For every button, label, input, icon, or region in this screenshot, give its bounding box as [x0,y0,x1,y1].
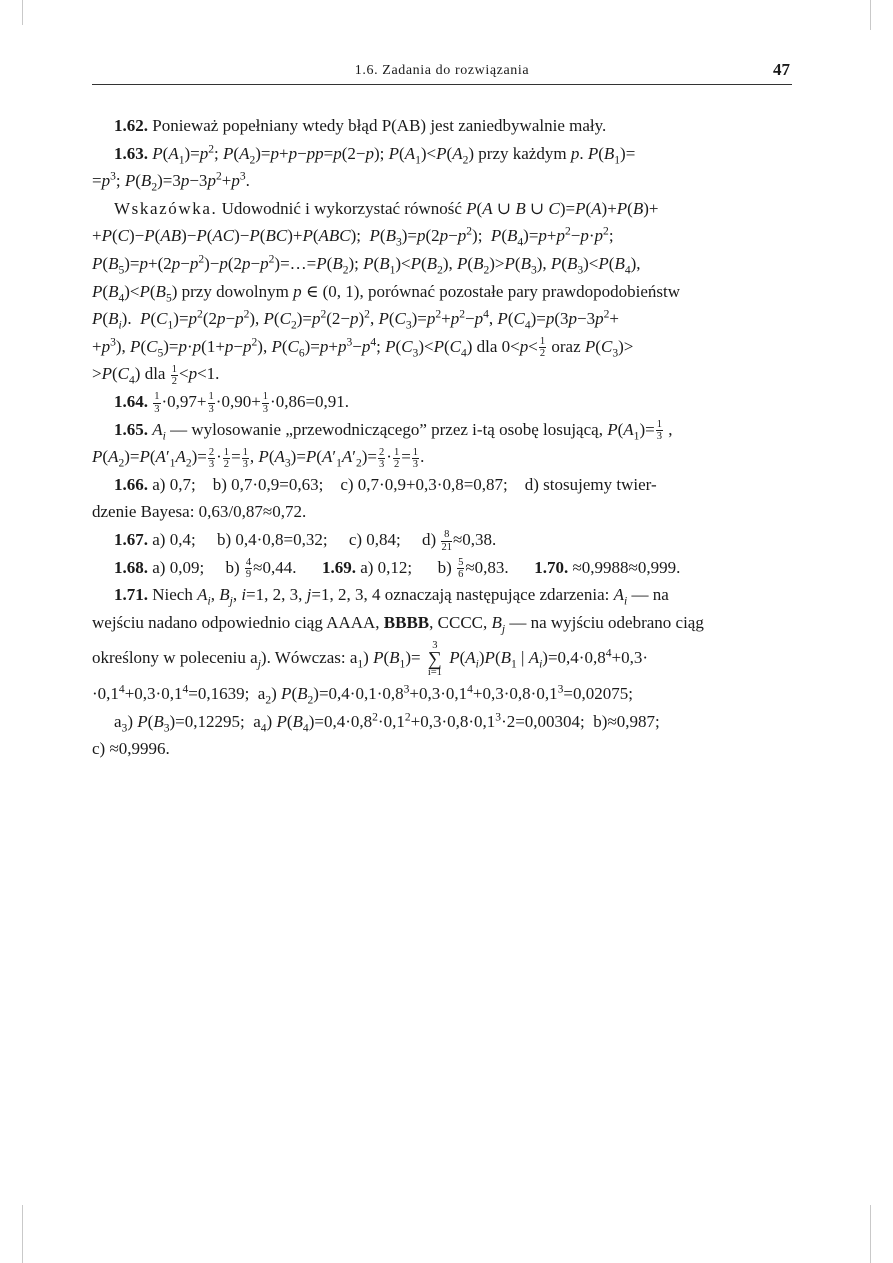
answer-b: b) [437,557,452,577]
problem-1-63-cont: $=p^3$; $P(B_2)=3p-3p^2+p^3$. [92,169,250,194]
answer-d-value: ≈0,38. [452,529,497,549]
fraction-denominator: 6 [458,569,464,581]
answer-c: c) 0,7·0,9+0,3·0,8=0,87; [340,474,508,494]
answer-b: b) 0,4·0,8=0,32; [216,529,328,549]
problem-1-65: 1.65. $A_i$ — wylosowanie „przewodniczącego” przez i-tą osobę losującą, $P(A_1)=$ $\frac{1}{3}$ , [92,416,794,444]
problem-text: — wylosowanie „przewodniczącego” przez i-tą osobę losującą, [170,419,603,439]
answer-b-value: ≈0,83. [465,557,509,577]
summation-symbol: 3 ∑ i=1 [427,640,442,679]
problem-1-71-cont: $\cdot 0,1^4+0,3\cdot 0,1^4=0,1639$; $a_2$) $P(B_2)=0,4\cdot 0,1\cdot 0,8^3+0,3\cdot 0,1^4+0,3\cdot 0,8\cdot 0,1^3=0,02075$; [92,682,633,707]
problem-1-68-69-70 [92,554,794,582]
problem-1-66-cont [92,498,794,526]
problem-1-63: 1.63. $P(A_1)=p^2$; $P(A_2)=p+p-pp=p(2-p)$; $P(A_1)<P(A_2)$ przy każdym p. $P(B_1)=$ [92,140,794,168]
hint-text: Udowodnić i wykorzystać równość [221,198,462,218]
page-number: 47 [773,60,790,79]
problem-1-63-hint-cont: $P(B_4)<P(B_5)$ przy dowolnym p ∈ (0, 1), porównać pozostałe pary prawdopodobieństw [92,281,681,304]
fraction-numerator: 8 [441,529,452,541]
problem-number: 1.63. [114,143,148,163]
problem-number: 1.71. [114,585,148,605]
problem-1-71-cont: wejściu nadano odpowiednio ciąg AAAA, BBBB, CCCC, $B_j$ — na wyjściu odebrano ciąg [92,612,704,636]
answer-b: b) [225,557,240,577]
section-title: 1.6. Zadania do rozwiązania [354,63,530,78]
problem-number: 1.66. [114,474,148,494]
problem-1-71-cont [92,735,794,763]
answer-b: b) 0,7·0,9=0,63; [212,474,324,494]
problem-1-67 [92,526,794,554]
answer-a: a) 0,4; [152,529,196,549]
problem-1-63-hint-cont: $P(B_5)=p+(2p-p^2)-p(2p-p^2)=\dots=P(B_2)$; $P(B_1)<P(B_2)$, $P(B_2)>P(B_3)$, $P(B_3)<P(B_4)$, [92,252,641,277]
problem-1-64: 1.64. $\frac{1}{3}$ ·0,97+ $\frac{1}{3}$ ·0,90+ $\frac{1}{3}$ ·0,86=0,91. [92,388,794,416]
page-edge-line [870,0,871,30]
answer-d-cont: dzenie Bayesa: 0,63/0,87≈0,72. [92,502,307,522]
answer-b: b)≈0,987; [593,711,660,731]
page-edge-line [22,1205,23,1263]
answer-b-value: ≈0,44. [253,557,297,577]
problem-text: Ponieważ popełniany wtedy błąd P(AB) jest zaniedbywalnie mały. [152,116,607,135]
problem-number: 1.65. [114,419,148,439]
answer-a: a) 0,7; [152,474,196,494]
problem-1-62 [92,112,794,140]
problem-number: 1.68. [114,557,148,577]
problem-number: 1.62. [114,116,148,135]
page-edge-line [870,1205,871,1263]
answer-d: d) [422,529,437,549]
fraction-numerator: 5 [458,557,464,569]
problem-1-63-hint-cont: +P(C)−P(AB)−P(AC)−P(BC)+P(ABC); $P(B_3)=p(2p-p^2)$; $P(B_4)=p+p^2-p\cdot p^2$; [92,224,614,249]
fraction-numerator: 4 [245,557,252,569]
problem-1-63-hint: Wskazówka. Udowodnić i wykorzystać równość P(A ∪ B ∪ C)=P(A)+P(B)+ [114,198,659,218]
answer-c: c) 0,84; [348,529,401,549]
answer-a: a) 0,12; [360,557,413,577]
problem-1-63-hint-cont: $>P(C_4)$ dla $\frac{1}{2}$ <p<1. [92,363,220,387]
fraction-denominator: 9 [245,569,252,581]
problem-1-71-cont: $a_3$) $P(B_3)=0,12295$; $a_4$) $P(B_4)=0,4\cdot 0,8^2\cdot 0,1^2+0,3\cdot 0,8\cdot 0,1^3\cdot 2=0,00304$; b)≈0,987; [114,710,660,735]
hint-label: Wskazówka. [114,198,218,218]
page-body [92,112,794,763]
answer-a: a) 0,09; [152,557,205,577]
answer-c: c) ≈0,9996. [92,739,170,759]
problem-number: 1.64. [114,391,148,411]
running-header [92,60,792,85]
problem-1-71: 1.71. Niech $A_i$, $B_j$, i=1, 2, 3, j=1, 2, 3, 4 oznaczają następujące zdarzenia: $A_i$ — na [92,581,794,609]
problem-number: 1.70. [534,557,569,577]
problem-1-63-hint-cont: $P(B_i)$. $P(C_1)=p^2(2p-p^2)$, $P(C_2)=p^2(2-p)^2$, $P(C_3)=p^2+p^2-p^4$, $P(C_4)=p(3p-3p^2+$ [92,307,619,332]
problem-1-66 [92,471,794,499]
problem-1-71-cont: określony w poleceniu $a_j$). Wówczas: $a_1$) $P(B_1)=$ 3 ∑ i=1 $P(A_i)P(B_1$ | $A_i)=0,4\cdot 0,8^4+0,3\cdot$ [92,640,648,679]
answer-d: d) stosujemy twier- [524,474,657,494]
problem-number: 1.67. [114,529,148,549]
page-edge-line [22,0,23,25]
problem-number: 1.69. [321,557,356,577]
problem-1-63-hint-cont: $+p^3$), $P(C_5)=p\cdot p(1+p-p^2)$, $P(C_6)=p+p^3-p^4$; $P(C_3)<P(C_4)$ dla 0<p< $\frac{1}{2}$ oraz $P(C_3)>$ [92,335,634,360]
answer-text: ≈0,9988≈0,999. [572,557,681,577]
problem-1-65-cont: $P(A_2)=P(A'_1A_2)=$ $\frac{2}{3}$ · $\frac{1}{2}$ = $\frac{1}{3}$ , $P(A_3)=P(A'_1A'_2)=$ $\frac{2}{3}$ · $\frac{1}{2}$ = $\frac{1}{3}$ . [92,446,425,470]
fraction-denominator: 21 [441,541,452,553]
